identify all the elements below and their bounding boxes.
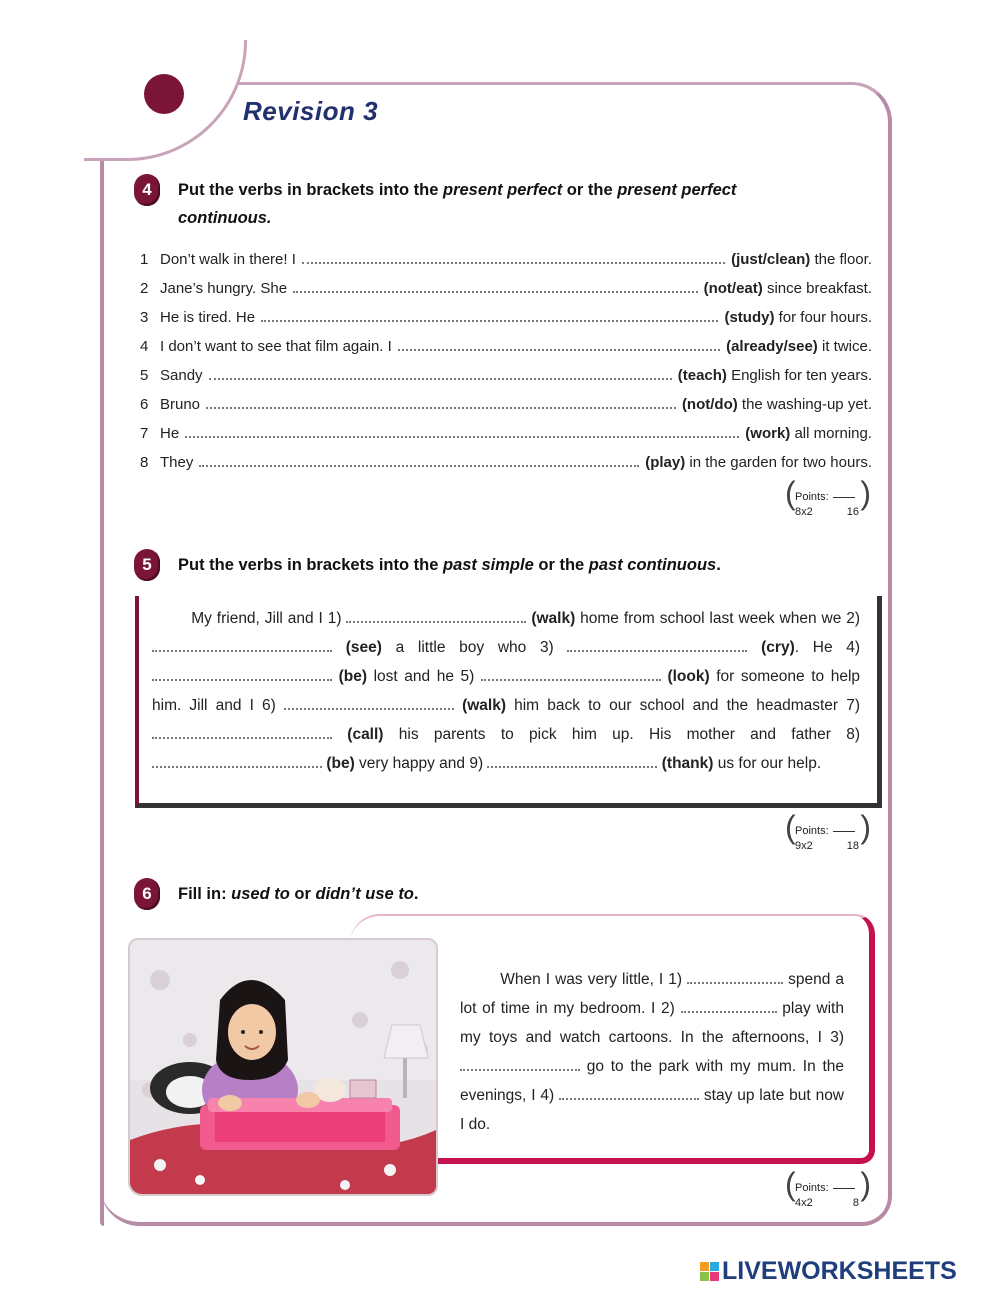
item-number: 4: [140, 338, 149, 355]
logo-blocks-icon: [700, 1262, 719, 1281]
page-frame-left: [100, 150, 104, 1226]
blank-5-8[interactable]: [152, 756, 322, 768]
answer-blank[interactable]: [293, 281, 698, 293]
exercise-4-item: [140, 367, 872, 389]
answer-blank[interactable]: [261, 310, 718, 322]
item-text-before: He: [160, 425, 180, 442]
item-verb: (not/do): [681, 396, 738, 413]
exercise-4-item: [140, 454, 872, 476]
blank-5-4[interactable]: [152, 669, 332, 681]
item-text-after: the floor.: [810, 251, 872, 268]
answer-blank[interactable]: [398, 339, 720, 351]
item-verb: (study): [724, 309, 775, 326]
header-dot: [144, 74, 184, 114]
exercise-6-points: ( Points: 4x2 8 ): [787, 1181, 867, 1211]
exercise-5-instruction: Put the verbs in brackets into the past simple or the past continuous.: [178, 556, 721, 574]
item-number: 5: [140, 367, 149, 384]
exercise-4-item: [140, 396, 872, 418]
item-text-before: They: [160, 454, 194, 471]
item-verb: (teach): [677, 367, 727, 384]
blank-6-4[interactable]: [559, 1088, 699, 1100]
item-text-before: I don’t want to see that film again. I: [160, 338, 392, 355]
item-number: 7: [140, 425, 149, 442]
blank-5-1[interactable]: [346, 611, 526, 623]
answer-blank[interactable]: [206, 397, 676, 409]
blank-5-3[interactable]: [567, 640, 747, 652]
blank-6-2[interactable]: [681, 1001, 777, 1013]
item-number: 3: [140, 309, 149, 326]
exercise-4-item: [140, 280, 872, 302]
girl-playing-photo: [128, 938, 438, 1196]
item-verb: (not/eat): [703, 280, 763, 297]
exercise-6-badge: 6: [134, 878, 160, 910]
blank-5-9[interactable]: [487, 756, 657, 768]
exercise-4-item: [140, 309, 872, 331]
exercise-6-story: When I was very little, I 1) spend a lot of time in my bedroom. I 2) play with my toys and watch cartoons. In the afternoons, I 3) go to the park with my mum. In the evenings, I 4) stay up late but now I do.: [460, 971, 845, 1133]
item-text-after: the washing-up yet.: [737, 396, 872, 413]
item-text-before: Jane’s hungry. She: [160, 280, 288, 297]
item-number: 2: [140, 280, 149, 297]
item-text-after: in the garden for two hours.: [685, 454, 872, 471]
item-text-after: all morning.: [790, 425, 872, 442]
item-verb: (already/see): [726, 338, 818, 355]
blank-5-5[interactable]: [481, 669, 661, 681]
item-number: 6: [140, 396, 149, 413]
answer-blank[interactable]: [302, 252, 725, 264]
logo-text: LIVEWORKSHEETS: [722, 1257, 957, 1285]
exercise-5-points: ( Points: 9x2 18 ): [787, 824, 867, 854]
liveworksheets-logo: [700, 1257, 957, 1286]
blank-6-1[interactable]: [687, 972, 783, 984]
exercise-6-instruction: Fill in: used to or didn’t use to.: [178, 885, 419, 903]
item-text-before: He is tired. He: [160, 309, 256, 326]
item-text-before: Sandy: [160, 367, 203, 384]
item-number: 8: [140, 454, 149, 471]
item-text-after: it twice.: [817, 338, 872, 355]
item-text-before: Bruno: [160, 396, 201, 413]
exercise-4-item: [140, 251, 872, 273]
answer-blank[interactable]: [209, 368, 672, 380]
item-number: 1: [140, 251, 149, 268]
exercise-4-instruction: Put the verbs in brackets into the present perfect or the present perfect continuous.: [178, 181, 737, 227]
exercise-4-points: ( Points: 8x2 16 ): [787, 490, 867, 520]
answer-blank[interactable]: [199, 455, 639, 467]
answer-blank[interactable]: [185, 426, 739, 438]
blank-5-7[interactable]: [152, 727, 332, 739]
exercise-4-badge: 4: [134, 174, 160, 206]
page-title: Revision 3: [243, 96, 379, 126]
item-verb: (work): [745, 425, 791, 442]
exercise-4-item: [140, 338, 872, 360]
blank-5-6[interactable]: [284, 698, 454, 710]
item-text-after: for four hours.: [774, 309, 872, 326]
exercise-5-badge: 5: [134, 549, 160, 581]
blank-6-3[interactable]: [460, 1059, 580, 1071]
exercise-4-item: [140, 425, 872, 447]
exercise-5-story: My friend, Jill and I 1) (walk) home from school last week when we 2) (see) a little boy who 3) (cry). He 4) (be) lost and he 5) (look) for someone to help him. Jill and I 6) (walk) him back to our school and the headmaster 7) (call) his parents to pick him up. His mother and father 8) (be) very happy and 9) (thank) us for our help.: [152, 610, 861, 772]
item-text-after: since breakfast.: [762, 280, 872, 297]
blank-5-2[interactable]: [152, 640, 332, 652]
item-verb: (play): [645, 454, 686, 471]
item-text-after: English for ten years.: [726, 367, 872, 384]
item-text-before: Don’t walk in there! I: [160, 251, 296, 268]
item-verb: (just/clean): [731, 251, 811, 268]
